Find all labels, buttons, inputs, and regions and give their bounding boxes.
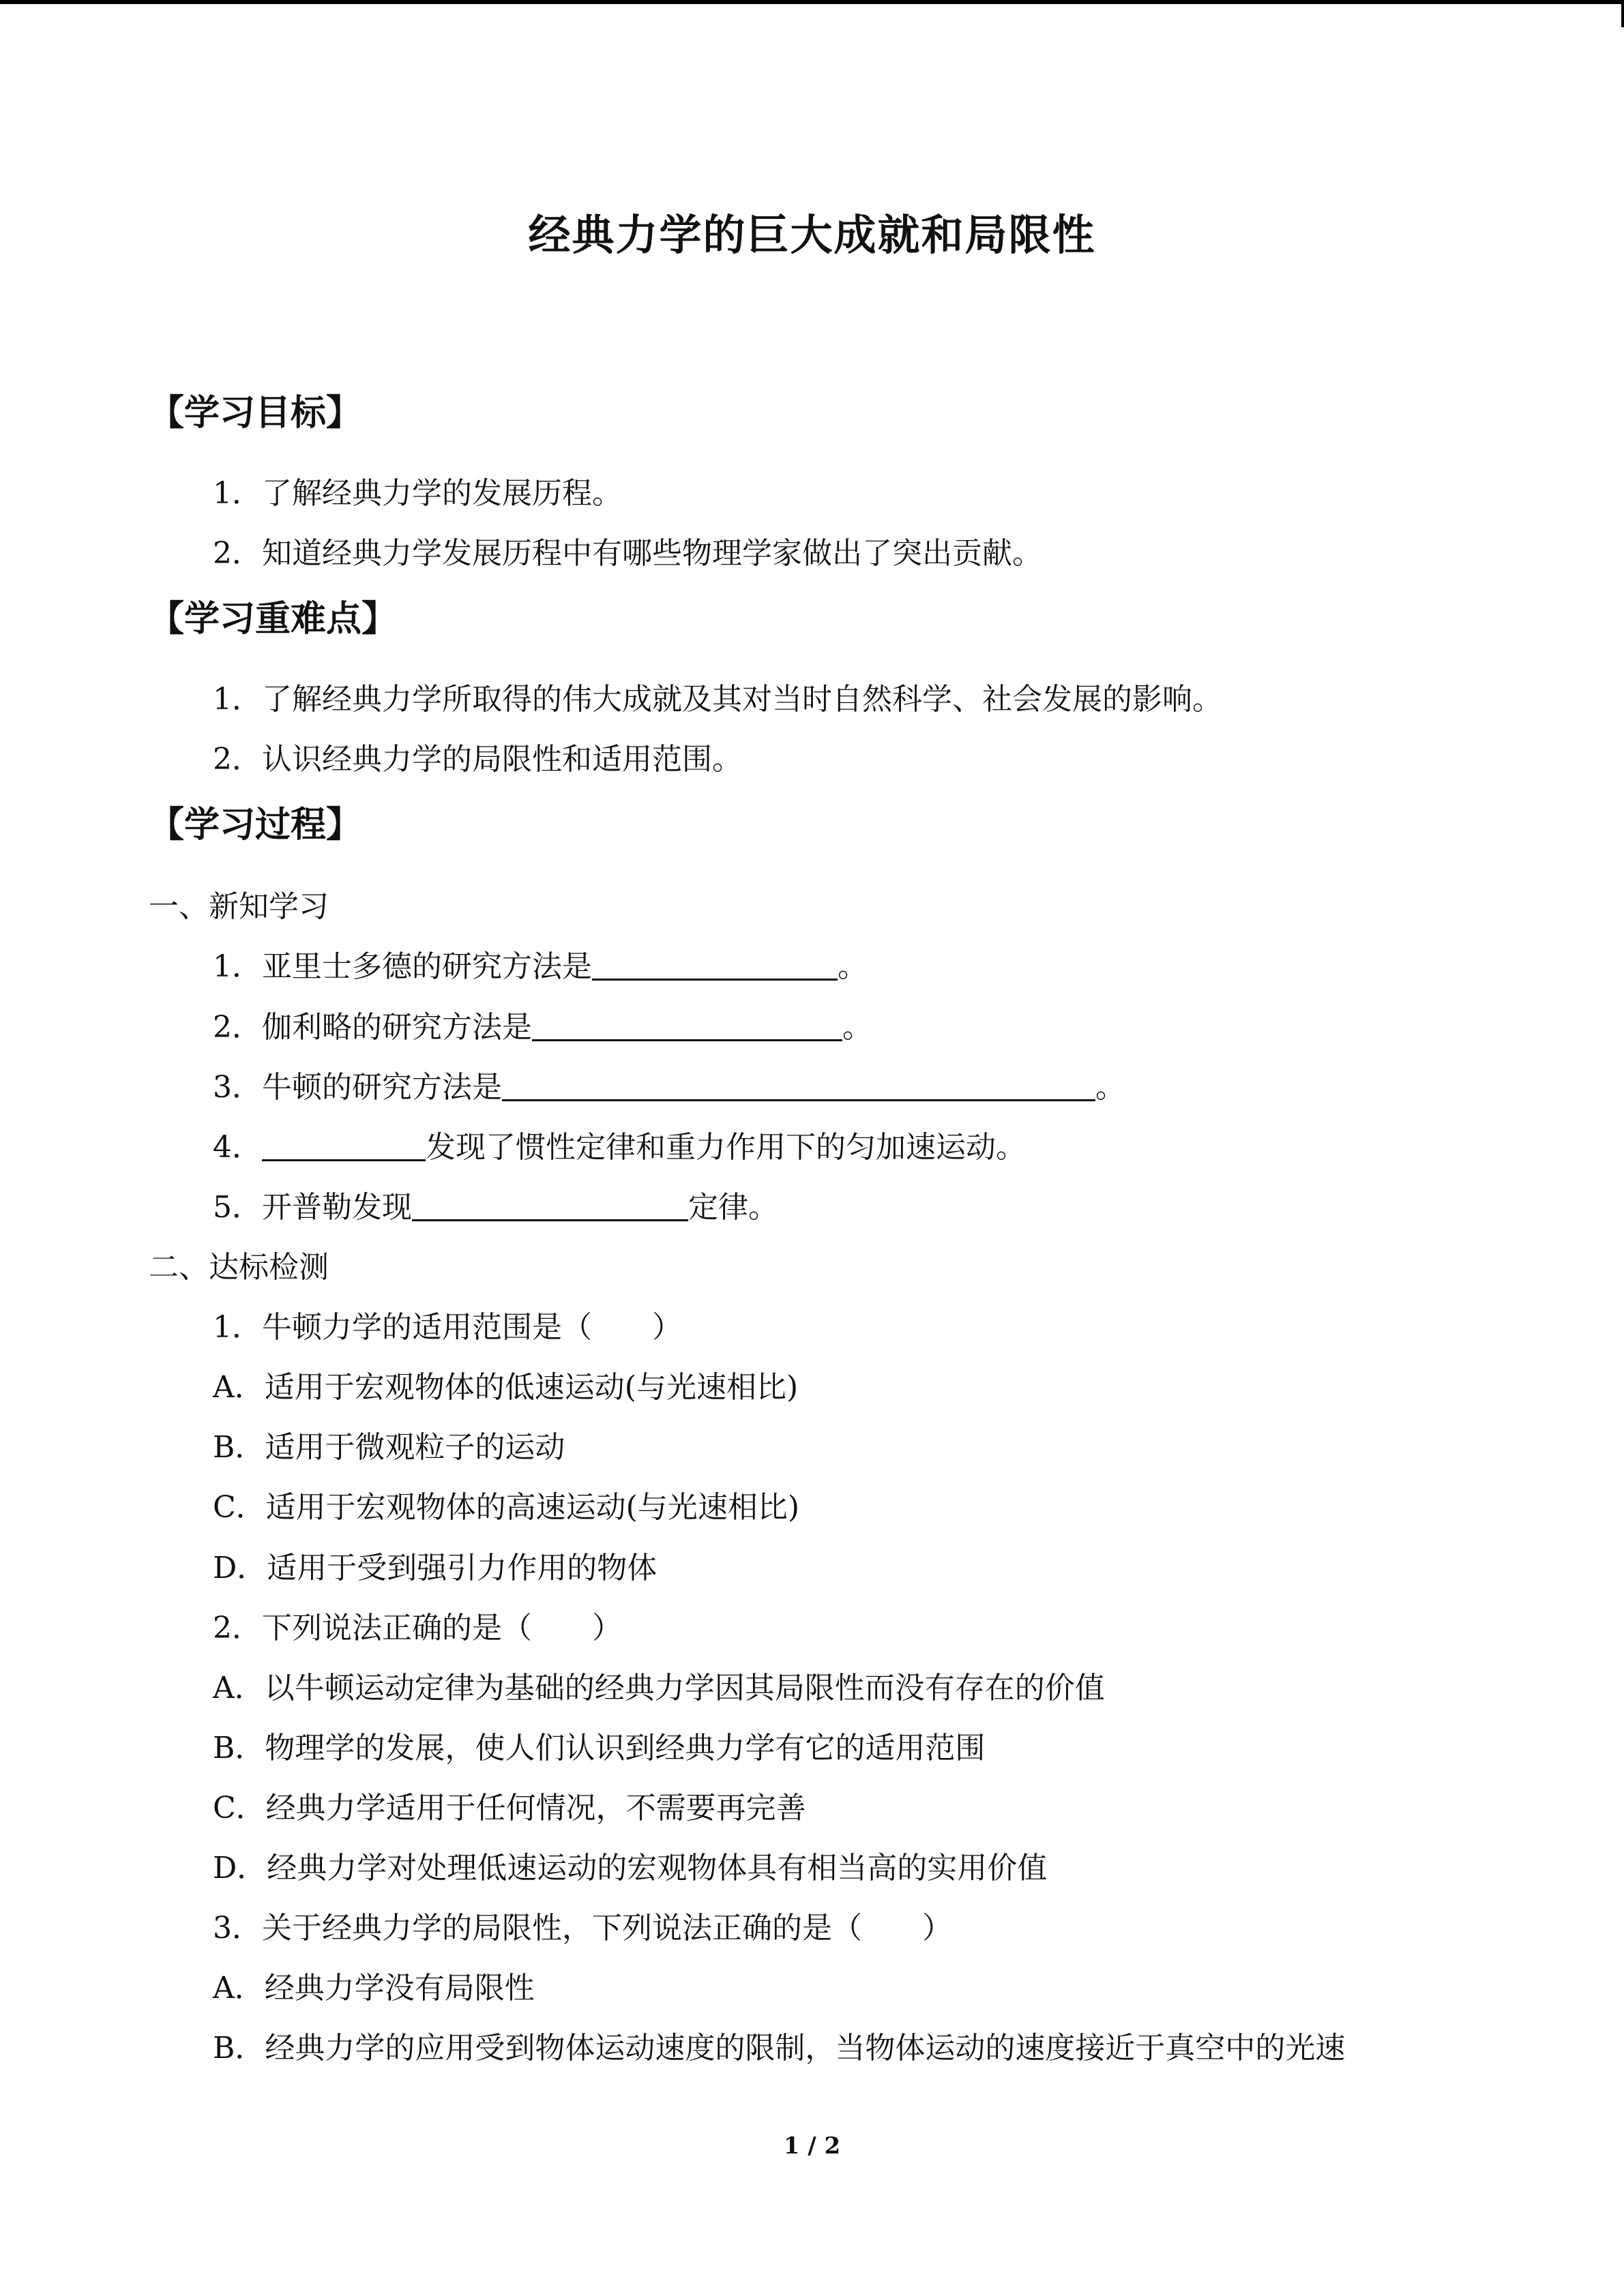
fill-question-2	[213, 1006, 872, 1049]
question-stem: 2．下列说法正确的是（ ）	[213, 1611, 622, 1645]
page-right-border	[1621, 0, 1624, 27]
choice-option[interactable]: D．经典力学对处理低速运动的宏观物体具有相当高的实用价值	[213, 1851, 1048, 1885]
key-point-item: 2．认识经典力学的局限性和适用范围。	[213, 742, 742, 777]
question-text: 。	[838, 949, 868, 984]
question-stem: 3．关于经典力学的局限性，下列说法正确的是（ ）	[213, 1911, 952, 1945]
answer-blank[interactable]	[592, 946, 838, 981]
question-text: 5．开普勒发现	[213, 1190, 412, 1225]
choice-option[interactable]: A．经典力学没有局限性	[213, 1971, 535, 2006]
heading-process: 【学习过程】	[149, 805, 362, 846]
choice-option[interactable]: B．物理学的发展，使人们认识到经典力学有它的适用范围	[213, 1731, 986, 1765]
answer-blank[interactable]	[532, 1007, 842, 1041]
question-text: 1．亚里士多德的研究方法是	[213, 949, 592, 984]
page-number: 1 / 2	[783, 2132, 841, 2160]
choice-option[interactable]: B．适用于微观粒子的运动	[213, 1430, 565, 1465]
question-text: 。	[842, 1010, 872, 1045]
answer-blank[interactable]	[412, 1187, 688, 1221]
answer-blank[interactable]	[502, 1067, 1095, 1101]
goal-item: 2．知道经典力学发展历程中有哪些物理学家做出了突出贡献。	[213, 536, 1042, 571]
question-text: 4．	[213, 1130, 262, 1165]
goal-item: 1．了解经典力学的发展历程。	[213, 476, 622, 511]
choice-option[interactable]: A．适用于宏观物体的低速运动(与光速相比)	[213, 1370, 799, 1405]
choice-option[interactable]: A．以牛顿运动定律为基础的经典力学因其局限性而没有存在的价值	[213, 1671, 1105, 1705]
fill-question-4	[213, 1126, 1026, 1169]
question-text: 2．伽利略的研究方法是	[213, 1010, 532, 1045]
part-label-assessment: 二、达标检测	[149, 1250, 329, 1285]
page-title: 经典力学的巨大成就和局限性	[528, 210, 1096, 260]
fill-question-3	[213, 1066, 1125, 1109]
choice-option[interactable]: D．适用于受到强引力作用的物体	[213, 1551, 658, 1585]
key-point-item: 1．了解经典力学所取得的伟大成就及其对当时自然科学、社会发展的影响。	[213, 682, 1222, 717]
choice-option[interactable]: C．经典力学适用于任何情况，不需要再完善	[213, 1791, 806, 1825]
question-stem: 1．牛顿力学的适用范围是（ ）	[213, 1310, 682, 1345]
page-top-border	[0, 0, 1624, 4]
fill-question-5	[213, 1186, 778, 1229]
question-text: 3．牛顿的研究方法是	[213, 1070, 502, 1105]
answer-blank[interactable]	[262, 1127, 426, 1161]
choice-option[interactable]: C．适用于宏观物体的高速运动(与光速相比)	[213, 1490, 799, 1525]
fill-question-1	[213, 945, 868, 989]
question-text: 。	[1095, 1070, 1125, 1105]
question-text: 发现了惯性定律和重力作用下的匀加速运动。	[426, 1130, 1026, 1165]
heading-key-points: 【学习重难点】	[149, 599, 398, 640]
question-text: 定律。	[688, 1190, 778, 1225]
part-label-new-knowledge: 一、新知学习	[149, 889, 329, 924]
heading-goals: 【学习目标】	[149, 393, 362, 434]
choice-option[interactable]: B．经典力学的应用受到物体运动速度的限制，当物体运动的速度接近于真空中的光速	[213, 2031, 1346, 2066]
